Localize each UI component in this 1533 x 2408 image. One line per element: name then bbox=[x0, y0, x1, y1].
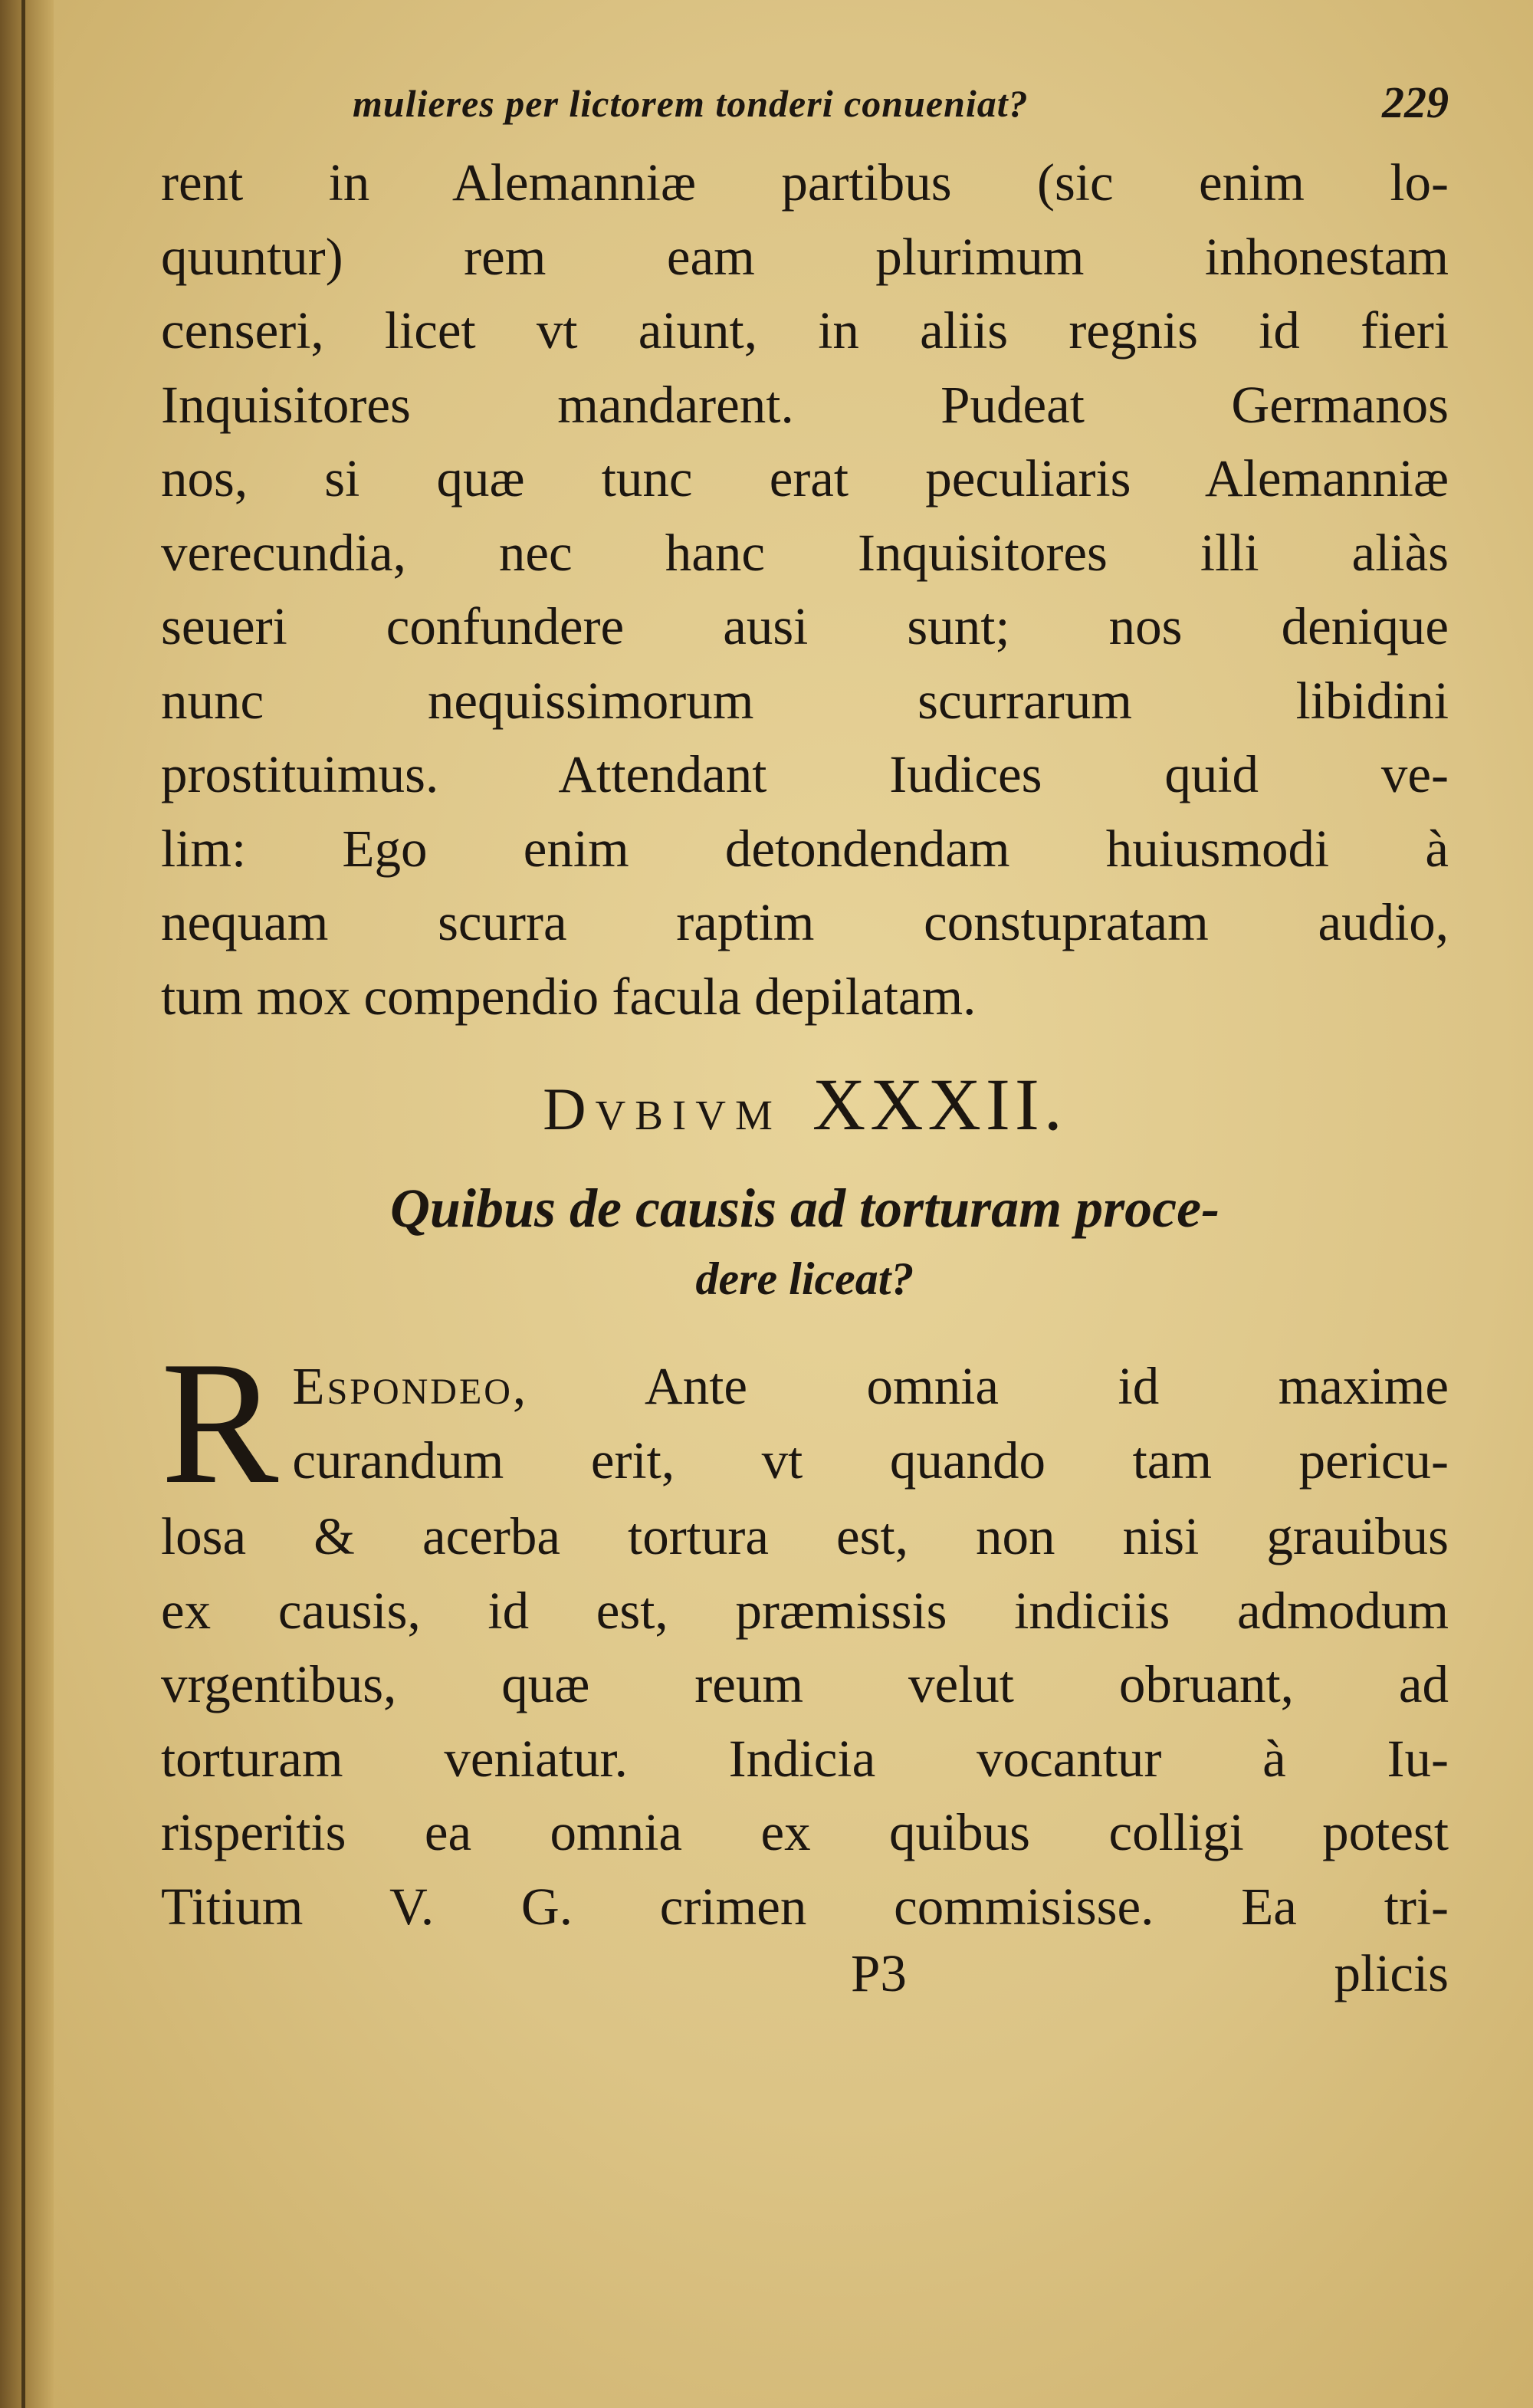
heading-number: XXXII. bbox=[812, 1063, 1067, 1145]
text-line: quuntur) rem eam plurimum inhonestam bbox=[161, 227, 1449, 286]
signature-mark: P3 bbox=[851, 1944, 907, 2002]
text-line: prostituimus. Attendant Iudices quid ve- bbox=[161, 745, 1449, 803]
question-line: Quibus de causis ad torturam proce- bbox=[389, 1178, 1220, 1239]
body-text bbox=[161, 146, 1449, 1033]
text-line: verecundia, nec hanc Inquisitores illi aliàs bbox=[161, 523, 1449, 582]
text-line: seueri confundere ausi sunt; nos denique bbox=[161, 597, 1449, 655]
drop-cap: R bbox=[161, 1325, 279, 1520]
running-head bbox=[161, 77, 1449, 146]
text-line: nos, si quæ tunc erat peculiaris Alemanniæ bbox=[161, 449, 1449, 508]
text-line: lim: Ego enim detondendam huiusmodi à bbox=[161, 819, 1449, 878]
text-line: Titium V. G. crimen commisisse. Ea tri- bbox=[161, 1877, 1449, 1936]
text-line: nequam scurra raptim constupratam audio, bbox=[161, 893, 1449, 951]
section-heading bbox=[161, 1063, 1449, 1151]
binding-edge bbox=[21, 0, 25, 2408]
text-line: torturam veniatur. Indicia vocantur à Iu- bbox=[161, 1729, 1449, 1788]
text-line: tum mox compendio facula depilatam. bbox=[161, 967, 977, 1026]
answer-paragraph bbox=[161, 1325, 1449, 1943]
text-line: rent in Alemanniæ partibus (sic enim lo- bbox=[161, 153, 1449, 212]
text-line bbox=[161, 1349, 1449, 1424]
page-footer bbox=[161, 1943, 1449, 2020]
text-line: curandum erit, vt quando tam pericu- bbox=[292, 1431, 1449, 1490]
running-title: mulieres per lictorem tonderi conueniat? bbox=[353, 82, 1029, 125]
question-line: dere liceat? bbox=[695, 1253, 914, 1304]
heading-word: Dvbivm bbox=[543, 1076, 782, 1142]
page-number: 229 bbox=[1382, 77, 1449, 127]
book-gutter bbox=[0, 0, 54, 2408]
text-line: risperitis ea omnia ex quibus colligi potest bbox=[161, 1803, 1449, 1861]
text-line: nunc nequissimorum scurrarum libidini bbox=[161, 671, 1449, 730]
text-line: censeri, licet vt aiunt, in aliis regnis id fieri bbox=[161, 301, 1449, 360]
respondeo-word: Espondeo, bbox=[292, 1357, 529, 1415]
text-line: vrgentibus, quæ reum velut obruant, ad bbox=[161, 1655, 1449, 1713]
catchword: plicis bbox=[1334, 1944, 1449, 2002]
text-line: losa & acerba tortura est, non nisi grauibus bbox=[161, 1507, 1449, 1565]
section-question bbox=[161, 1173, 1449, 1314]
text-line: Inquisitores mandarent. Pudeat Germanos bbox=[161, 375, 1449, 434]
text-fragment: Ante omnia id maxime bbox=[644, 1357, 1449, 1415]
book-page bbox=[161, 77, 1449, 2020]
text-line: ex causis, id est, præmissis indiciis admodum bbox=[161, 1581, 1449, 1640]
